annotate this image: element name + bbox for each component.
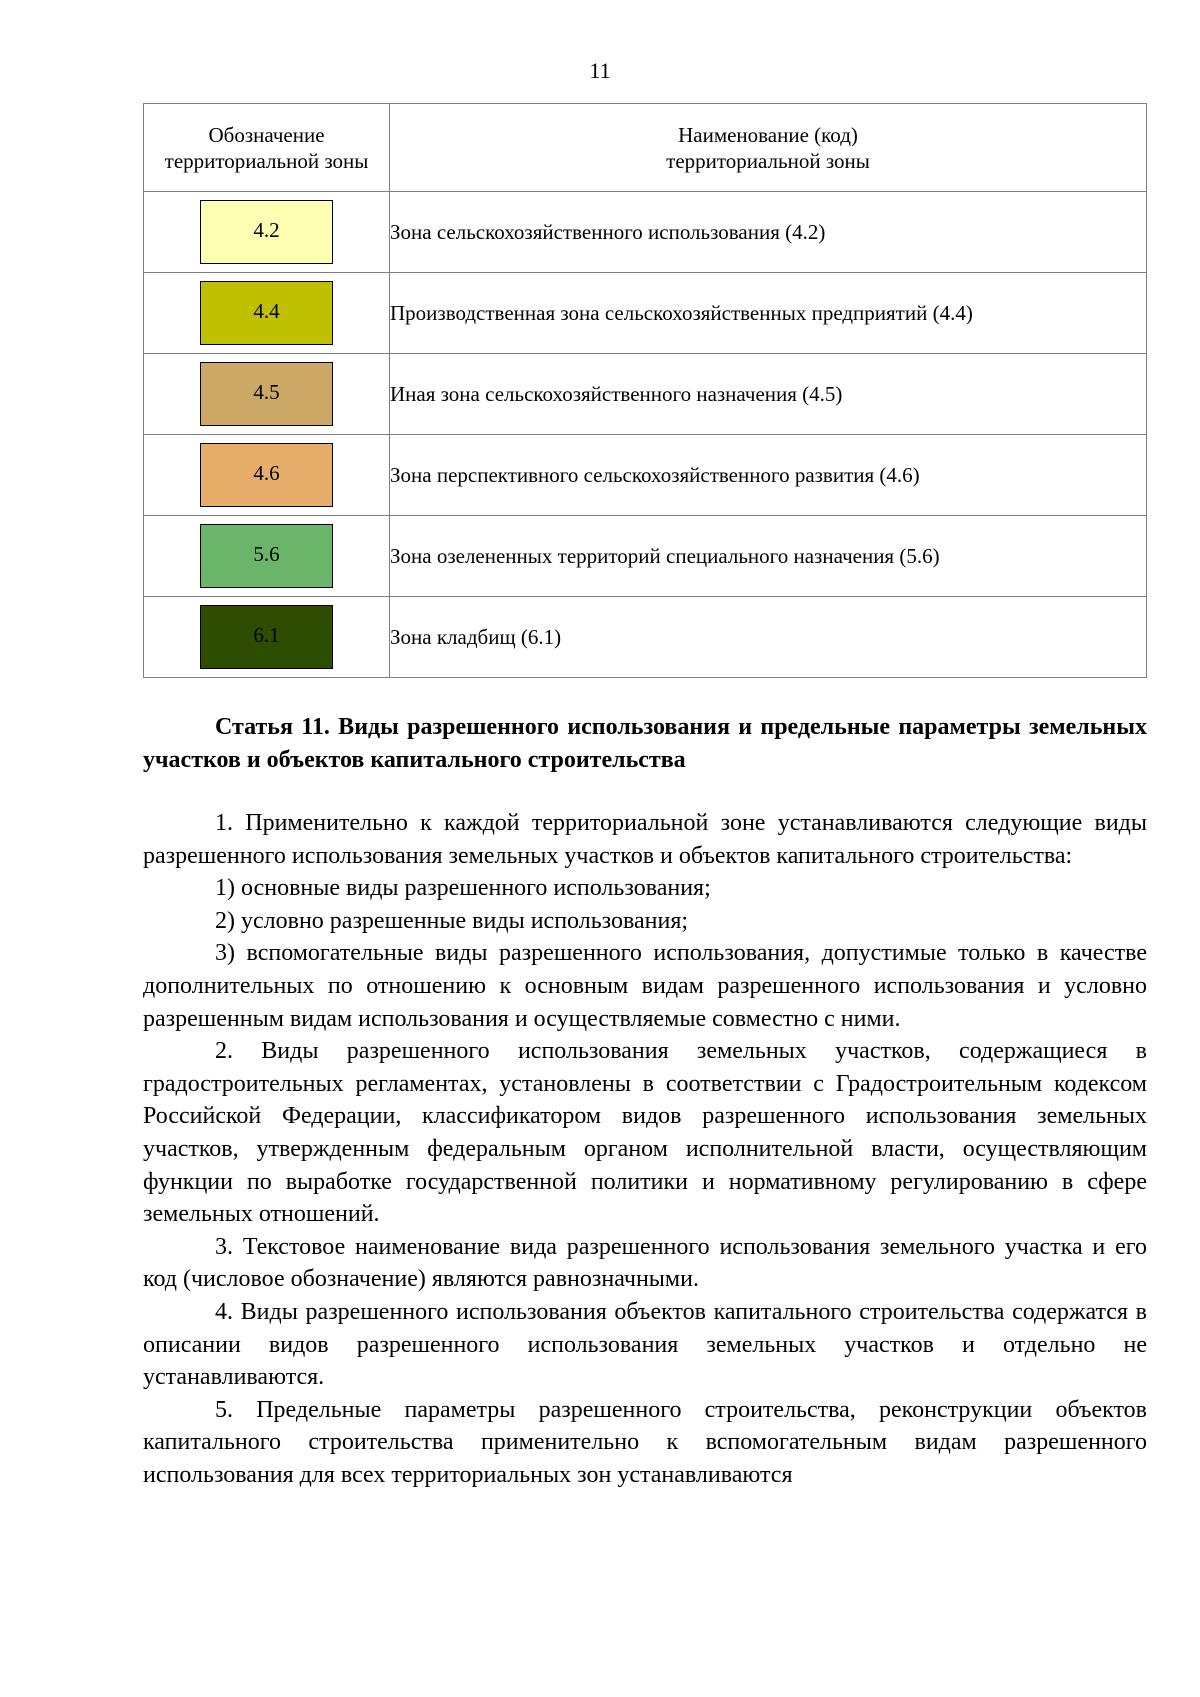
article-heading: Статья 11. Виды разрешенного использования и предельные параметры земельных участков и объектов капитального строительства (143, 714, 1147, 773)
article-body (143, 807, 1147, 1491)
zone-name-cell: Зона кладбищ (6.1) (390, 597, 1147, 678)
table-row (144, 273, 1147, 354)
zones-table (143, 103, 1147, 678)
table-row (144, 516, 1147, 597)
zone-color-swatch: 6.1 (200, 605, 333, 669)
zone-color-swatch: 4.2 (200, 200, 333, 264)
zone-name-cell: Зона озелененных территорий специального назначения (5.6) (390, 516, 1147, 597)
zone-code-cell (144, 273, 390, 354)
page-number: 11 (589, 58, 611, 83)
article-paragraph: 1) основные виды разрешенного использования; (215, 875, 711, 902)
header-zone-name-line2: территориальной зоны (666, 148, 870, 173)
article-paragraph: 4. Виды разрешенного использования объектов капитального строительства содержатся в описании видов разрешенного использования земельных участков и отдельно не устанавливаются. (143, 1298, 1147, 1391)
zone-name-cell: Иная зона сельскохозяйственного назначения (4.5) (390, 354, 1147, 435)
zone-name-cell: Производственная зона сельскохозяйственных предприятий (4.4) (390, 273, 1147, 354)
zone-code-cell (144, 597, 390, 678)
zone-code-cell (144, 435, 390, 516)
article-paragraph: 2) условно разрешенные виды использования; (215, 907, 689, 934)
article-paragraph: 3. Текстовое наименование вида разрешенного использования земельного участка и его код (числовое обозначение) являются равнозначными. (143, 1233, 1147, 1293)
table-row (144, 435, 1147, 516)
zone-name-cell: Зона сельскохозяйственного использования (4.2) (390, 192, 1147, 273)
header-zone-name-line1: Наименование (код) (678, 122, 858, 147)
zone-color-swatch: 5.6 (200, 524, 333, 588)
zone-color-swatch: 4.4 (200, 281, 333, 345)
header-zone-code: Обозначение территориальной зоны (144, 104, 390, 192)
table-row (144, 597, 1147, 678)
table-header-row (144, 104, 1147, 192)
zone-color-swatch: 4.6 (200, 443, 333, 507)
table-row (144, 354, 1147, 435)
zone-code-cell (144, 192, 390, 273)
table-row (144, 192, 1147, 273)
zones-table-body (144, 192, 1147, 678)
article-paragraph: 5. Предельные параметры разрешенного строительства, реконструкции объектов капитального строительства применительно к вспомогательным видам разрешенного использования для всех территориальных зон устанавливаются (143, 1396, 1147, 1488)
article-paragraph: 3) вспомогательные виды разрешенного использования, допустимые только в качестве дополнительных по отношению к основным видам разрешенного использования и условно разрешенным видам использования и осуществляемые совместно с ними. (143, 940, 1147, 1032)
header-zone-name (390, 104, 1147, 192)
zone-code-cell (144, 516, 390, 597)
zone-name-cell: Зона перспективного сельскохозяйственного развития (4.6) (390, 435, 1147, 516)
article-paragraph: 2. Виды разрешенного использования земельных участков, содержащиеся в градостроительных регламентах, установлены в соответствии с Градостроительным кодексом Российской Федерации, классификатором видов разрешенного использования земельных участков, утвержденным федеральным органом исполнительной власти, осуществляющим функции по выработке государственной политики и нормативному регулированию в сфере земельных отношений. (143, 1038, 1147, 1228)
article-paragraph: 1. Применительно к каждой территориальной зоне устанавливаются следующие виды разрешенного использования земельных участков и объектов капитального строительства: (143, 810, 1147, 869)
zone-color-swatch: 4.5 (200, 362, 333, 426)
zone-code-cell (144, 354, 390, 435)
